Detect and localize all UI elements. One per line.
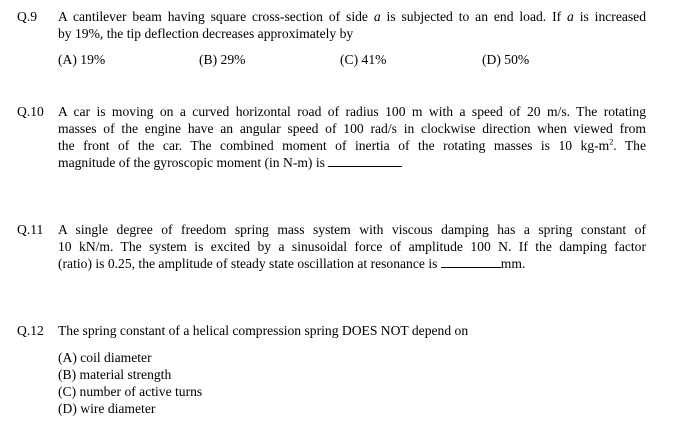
question-line: The spring constant of a helical compression spring DOES NOT depend on [58, 323, 469, 338]
question-text [58, 103, 646, 171]
option-c: (C) 41% [340, 52, 387, 67]
question-line: A cantilever beam having square cross-section of side a is subjected to an end load. If a is increased [58, 9, 647, 24]
option-c: (C) number of active turns [58, 384, 203, 399]
question-line: masses of the engine have an angular speed of 100 rad/s in clockwise direction when viewed from [58, 121, 646, 136]
question-line: magnitude of the gyroscopic moment (in N-m) is [58, 154, 646, 171]
question-line: by 19%, the tip deflection decreases approximately by [58, 26, 354, 41]
option-b: (B) 29% [199, 52, 246, 67]
answer-blank[interactable] [328, 155, 402, 167]
question-text [58, 322, 646, 339]
answer-blank[interactable] [441, 256, 501, 268]
question-text [58, 8, 646, 42]
question-number: Q.12 [17, 323, 44, 338]
question-line: 10 kN/m. The system is excited by a sinusoidal force of amplitude 100 N. If the damping factor [58, 239, 646, 254]
question-line: A car is moving on a curved horizontal road of radius 100 m with a speed of 20 m/s. The rotating [58, 104, 646, 119]
option-a: (A) coil diameter [58, 350, 152, 365]
option-a: (A) 19% [58, 52, 106, 67]
question-number: Q.10 [17, 104, 44, 119]
question-number: Q.9 [17, 9, 38, 24]
question-line: (ratio) is 0.25, the amplitude of steady state oscillation at resonance is mm. [58, 256, 526, 271]
superscript: 2 [609, 137, 614, 147]
variable-a: a [567, 9, 574, 24]
options-list [58, 349, 202, 417]
option-d: (D) wire diameter [58, 401, 156, 416]
question-text [58, 221, 646, 272]
option-b: (B) material strength [58, 367, 172, 382]
option-d: (D) 50% [482, 52, 530, 67]
question-line: the front of the car. The combined moment of inertia of the rotating masses is 10 $kg-m^2$. The [58, 137, 646, 153]
question-number: Q.11 [17, 222, 44, 237]
question-line: A single degree of freedom spring mass system with viscous damping has a spring constant of [58, 222, 646, 237]
variable-a: a [373, 9, 381, 24]
